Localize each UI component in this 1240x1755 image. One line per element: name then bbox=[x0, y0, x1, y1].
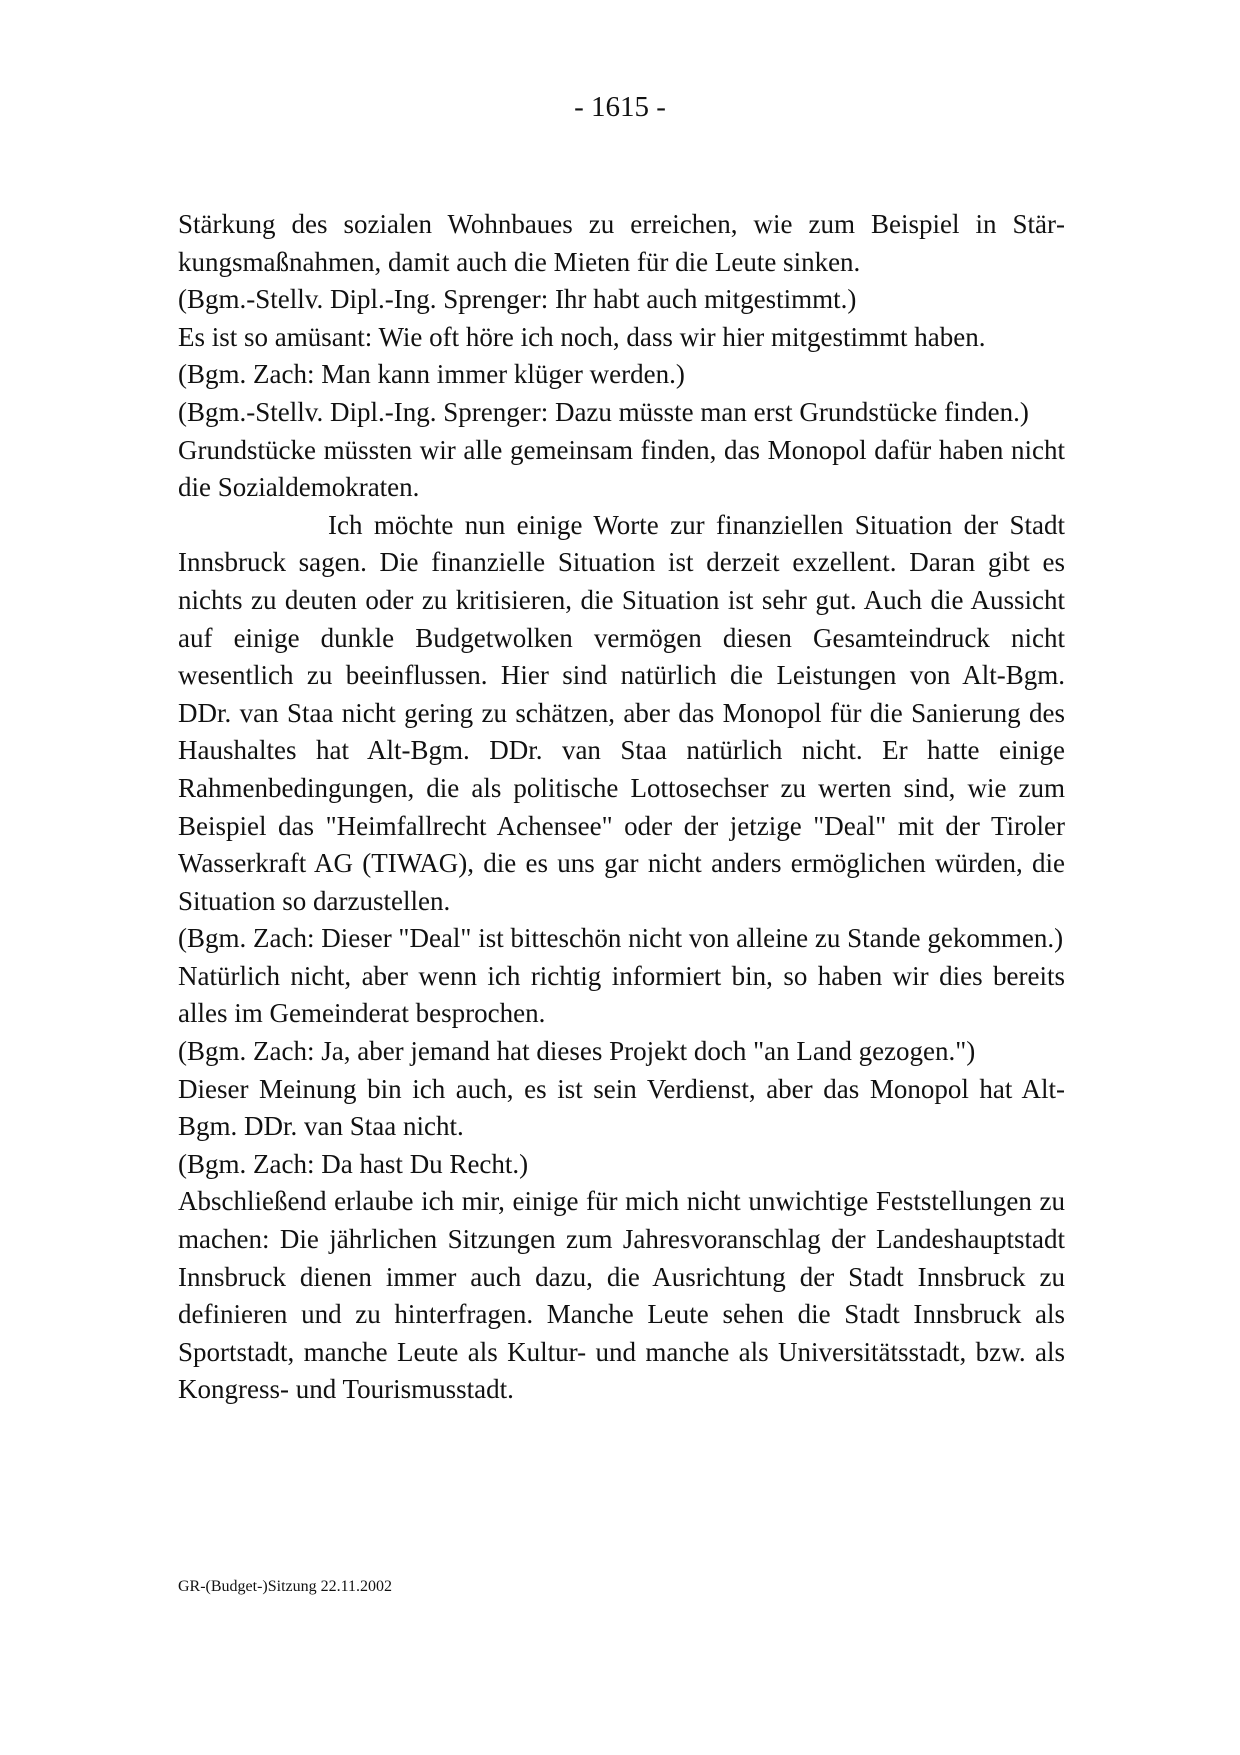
interjection: (Bgm.-Stellv. Dipl.-Ing. Sprenger: Ihr habt auch mitgestimmt.) bbox=[178, 284, 857, 315]
indented-paragraph: Ich möchte nun einige Worte zur finanziellen Situation der Stadt Innsbruck sagen. Die finanzielle Situation ist derzeit exzellent. Daran gibt es nichts zu deuten oder zu kritisieren, die Situation ist sehr gut. Auch die Aussicht auf einige dunkle Budgetwolken vermögen diesen Gesamteindruck nicht wesentlich zu beeinflussen. Hier sind natürlich die Leistungen von Alt-Bgm. DDr. van Staa nicht gering zu schätzen, aber das Monopol für die Sanierung des Haushaltes hat Alt-Bgm. DDr. van Staa natürlich nicht. Er hatte einige Rahmenbedingungen, die als politische Lottosechser zu werten sind, wie zum Beispiel das "Heimfallrecht Achensee" oder der jetzige "Deal" mit der Tiroler Wasserkraft AG (TIWAG), die es uns gar nicht anders ermöglichen würden, die Situation so darzustellen. bbox=[178, 509, 1065, 916]
paragraph: Es ist so amüsant: Wie oft höre ich noch, dass wir hier mitgestimmt haben. bbox=[178, 321, 986, 352]
paragraph: Natürlich nicht, aber wenn ich richtig informiert bin, so haben wir dies bereits alles im Gemeinderat besprochen. bbox=[178, 960, 1065, 1029]
paragraph: Dieser Meinung bin ich auch, es ist sein Verdienst, aber das Monopol hat Alt-Bgm. DDr. van Staa nicht. bbox=[178, 1073, 1065, 1142]
footer-session-label: GR-(Budget-)Sitzung 22.11.2002 bbox=[178, 1578, 393, 1595]
interjection: (Bgm. Zach: Ja, aber jemand hat dieses Projekt doch "an Land gezogen.") bbox=[178, 1036, 976, 1067]
interjection: (Bgm. Zach: Dieser "Deal" ist bitteschön nicht von alleine zu Stande gekommen.) bbox=[178, 923, 1064, 954]
interjection: (Bgm. Zach: Da hast Du Recht.) bbox=[178, 1148, 529, 1179]
paragraph: Stärkung des sozialen Wohnbaues zu erreichen, wie zum Beispiel in Stärkungsmaßnahmen, damit auch die Mieten für die Leute sinken. bbox=[178, 209, 1065, 277]
paragraph: Abschließend erlaube ich mir, einige für mich nicht unwichtige Feststellungen zu machen: Die jährlichen Sitzungen zum Jahresvoranschlag der Landeshauptstadt Innsbruck dienen immer auch dazu, die Ausrichtung der Stadt Innsbruck zu definieren und zu hinterfragen. Manche Leute sehen die Stadt Innsbruck als Sportstadt, manche Leute als Kultur- und manche als Universitätsstadt, bzw. als Kongress- und Tourismusstadt. bbox=[178, 1186, 1065, 1405]
interjection: (Bgm.-Stellv. Dipl.-Ing. Sprenger: Dazu müsste man erst Grundstücke finden.) bbox=[178, 396, 1029, 427]
paragraph: Grundstücke müssten wir alle gemeinsam finden, das Monopol dafür haben nicht die Sozialdemokraten. bbox=[178, 434, 1065, 503]
page-number: - 1615 - bbox=[574, 91, 666, 123]
document-body bbox=[178, 206, 1065, 1409]
interjection: (Bgm. Zach: Man kann immer klüger werden.) bbox=[178, 359, 685, 390]
